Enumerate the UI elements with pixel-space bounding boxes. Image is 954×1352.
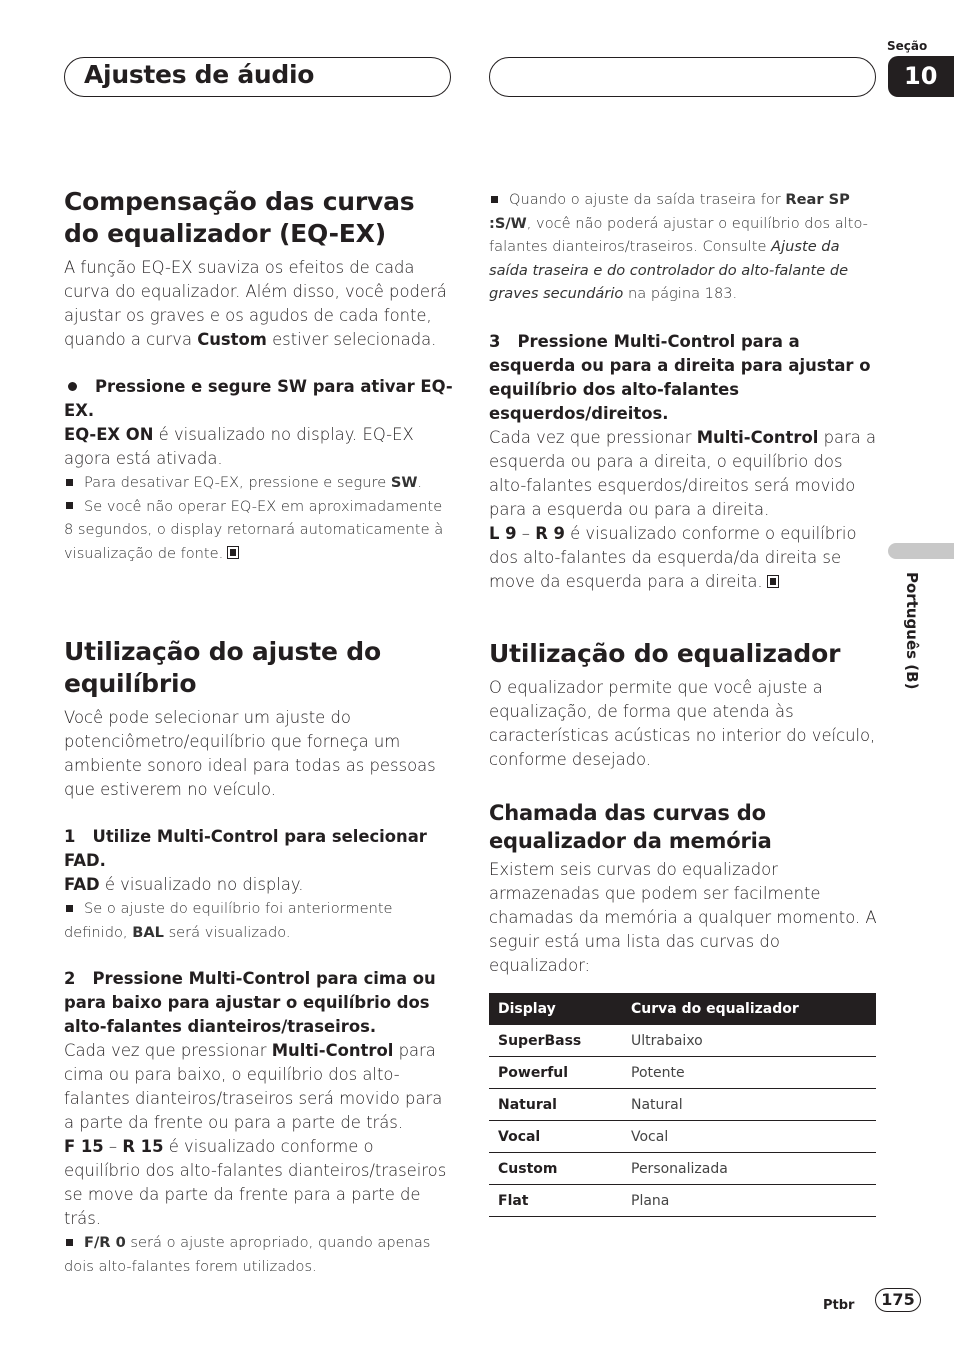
table-cell-display: Natural	[489, 1089, 622, 1121]
equalizer-curves-table	[489, 993, 876, 1217]
note-square-icon	[66, 1239, 73, 1246]
eqex-note-1: Para desativar EQ-EX, pressione e segure SW.	[64, 471, 454, 495]
table-cell-curve: Potente	[622, 1057, 876, 1089]
end-mark-icon	[767, 575, 779, 588]
note-square-icon	[66, 905, 73, 912]
table-cell-curve: Plana	[622, 1185, 876, 1217]
rear-output-note: Quando o ajuste da saída traseira for Rear SP :S/W, você não poderá ajustar o equilíbrio dos alto-falantes dianteiros/traseiros. Consulte Ajuste da saída traseira e do controlador do alto-falante de graves secundário na página 183.	[489, 191, 868, 302]
balance-step-3-range: L 9 – R 9 é visualizado conforme o equilíbrio dos alto-falantes da esquerda/da direita se move da esquerda para a direita.	[489, 523, 857, 591]
note-square-icon	[491, 196, 498, 203]
table-cell-display: SuperBass	[489, 1025, 622, 1057]
table-cell-display: Powerful	[489, 1057, 622, 1089]
eqex-intro: A função EQ-EX suaviza os efeitos de cada curva do equalizador. Além disso, você poderá ajustar os graves e os agudos de cada fonte, quando a curva Custom estiver selecionada.	[64, 258, 447, 349]
eqex-heading: Compensação das curvas do equalizador (EQ-EX)	[64, 187, 415, 248]
eqex-step: Pressione e segure SW para ativar EQ-EX.	[64, 377, 453, 420]
balance-step-2-note: F/R 0 será o ajuste apropriado, quando apenas dois alto-falantes forem utilizados.	[64, 1234, 431, 1275]
eqex-section	[64, 186, 454, 565]
page-number: 175	[875, 1288, 921, 1312]
balance-continued	[489, 188, 879, 594]
table-row	[489, 1089, 876, 1121]
balance-intro: Você pode selecionar um ajuste do potenciômetro/equilíbrio que forneça um ambiente sonoro ideal para todas as pessoas que estiverem no veículo.	[64, 708, 436, 799]
balance-step-3-text: Cada vez que pressionar Multi-Control para a esquerda ou para a direita, o equilíbrio dos alto-falantes esquerdos/direitos será movido para a esquerda ou para a direita.	[489, 427, 877, 519]
table-cell-curve: Ultrabaixo	[622, 1025, 876, 1057]
equalizer-subheading: Chamada das curvas do equalizador da memória	[489, 801, 772, 853]
table-header-row	[489, 993, 876, 1025]
table-cell-display: Flat	[489, 1185, 622, 1217]
equalizer-heading: Utilização do equalizador	[489, 639, 841, 668]
balance-step-2-text: Cada vez que pressionar Multi-Control para cima ou para baixo, o equilíbrio dos alto-falantes dianteiros/traseiros será movido para a parte da frente ou para a parte de trás.	[64, 1041, 443, 1132]
language-label: Português (B)	[903, 572, 921, 690]
balance-step-1-result: FAD é visualizado no display.	[64, 875, 304, 894]
table-row	[489, 1153, 876, 1185]
header-title: Ajustes de áudio	[84, 60, 315, 89]
equalizer-section	[489, 638, 879, 1217]
note-square-icon	[66, 502, 73, 509]
table-header-curve: Curva do equalizador	[622, 993, 876, 1025]
table-cell-curve: Natural	[622, 1089, 876, 1121]
bullet-icon	[68, 382, 77, 391]
end-mark-icon	[227, 546, 239, 559]
eqex-result: EQ-EX ON é visualizado no display. EQ-EX agora está ativada.	[64, 425, 414, 468]
balance-section	[64, 636, 454, 1278]
table-row	[489, 1025, 876, 1057]
section-label: Seção	[887, 39, 928, 53]
table-header-display: Display	[489, 993, 622, 1025]
table-cell-display: Vocal	[489, 1121, 622, 1153]
section-number-badge: 10	[888, 56, 954, 97]
table-row	[489, 1057, 876, 1089]
equalizer-sub-intro: Existem seis curvas do equalizador armazenadas que podem ser facilmente chamadas da memória a qualquer momento. A seguir está uma lista das curvas do equalizador:	[489, 860, 877, 975]
balance-step-1: 1 Utilize Multi-Control para selecionar FAD.	[64, 827, 427, 870]
table-row	[489, 1185, 876, 1217]
equalizer-intro: O equalizador permite que você ajuste a equalização, de forma que atenda às características acústicas no interior do veículo, conforme desejado.	[489, 678, 876, 769]
header-blank-frame	[489, 57, 876, 97]
table-cell-curve: Personalizada	[622, 1153, 876, 1185]
table-cell-curve: Vocal	[622, 1121, 876, 1153]
balance-step-3: 3 Pressione Multi-Control para a esquerda ou para a direita para ajustar o equilíbrio dos alto-falantes esquerdos/direitos.	[489, 331, 871, 423]
balance-step-1-note: Se o ajuste do equilíbrio foi anteriormente definido, BAL será visualizado.	[64, 900, 393, 941]
balance-heading: Utilização do ajuste do equilíbrio	[64, 637, 381, 698]
balance-step-2-range: F 15 – R 15 é visualizado conforme o equilíbrio dos alto-falantes dianteiros/traseiros se move da parte da frente para a parte de trás.	[64, 1137, 447, 1228]
footer-language-code: Ptbr	[823, 1298, 855, 1313]
table-row	[489, 1121, 876, 1153]
table-cell-display: Custom	[489, 1153, 622, 1185]
eqex-note-2: Se você não operar EQ-EX em aproximadamente 8 segundos, o display retornará automaticamente à visualização de fonte.	[64, 497, 444, 562]
language-tab-marker	[888, 543, 954, 559]
balance-step-2: 2 Pressione Multi-Control para cima ou para baixo para ajustar o equilíbrio dos alto-falantes dianteiros/traseiros.	[64, 969, 436, 1036]
note-square-icon	[66, 479, 73, 486]
